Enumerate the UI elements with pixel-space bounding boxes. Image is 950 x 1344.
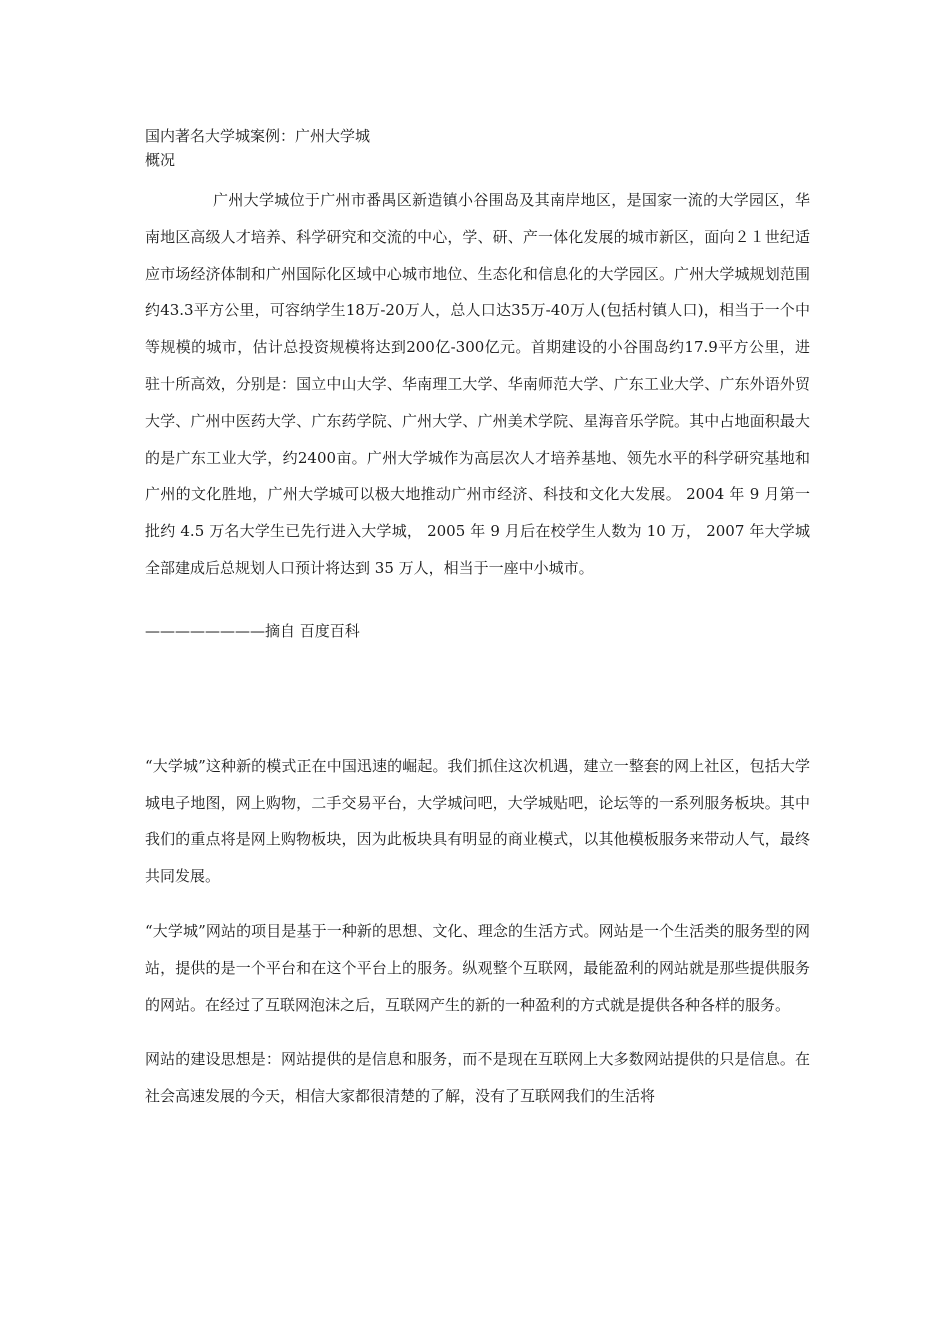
document-title: 国内著名大学城案例：广州大学城 — [145, 127, 371, 145]
overview-paragraph: 广州大学城位于广州市番禺区新造镇小谷围岛及其南岸地区，是国家一流的大学园区，华南地区高级人才培养、科学研究和交流的中心，学、研、产一体化发展的城市新区，面向２１世纪适应市场经济体制和广州国际化区域中心城市地位、生态化和信息化的大学园区。广州大学城规划范围约43.3平方公里，可容纳学生18万-20万人，总人口达35万-40万人(包括村镇人口)，相当于一个中等规模的城市，估计总投资规模将达到200亿-300亿元。首期建设的小谷围岛约17.9平方公里，进驻十所高效，分别是：国立中山大学、华南理工大学、华南师范大学、广东工业大学、广东外语外贸大学、广州中医药大学、广东药学院、广州大学、广州美术学院、星海音乐学院。其中占地面积最大的是广东工业大学，约2400亩。广州大学城作为高层次人才培养基地、领先水平的科学研究基地和广州的文化胜地，广州大学城可以极大地推动广州市经济、科技和文化大发展。 2004 年 9 月第一批约 4.5 万名大学生已先行进入大学城， 2005 年 9 月后在校学生人数为 10 万， 2007 年大学城全部建成后总规划人口预计将达到 35 万人，相当于一座中小城市。 — [145, 191, 810, 577]
spacer — [145, 895, 810, 913]
body-paragraph-1: “大学城”这种新的模式正在中国迅速的崛起。我们抓住这次机遇，建立一整套的网上社区，包括大学城电子地图，网上购物，二手交易平台，大学城问吧，大学城贴吧，论坛等的一系列服务板块。其中我们的重点将是网上购物板块，因为此板块具有明显的商业模式，以其他模板服务来带动人气，最终共同发展。 — [145, 756, 810, 886]
body-paragraph-2: “大学城”网站的项目是基于一种新的思想、文化、理念的生活方式。网站是一个生活类的服务型的网站，提供的是一个平台和在这个平台上的服务。纵观整个互联网，最能盈利的网站就是那些提供服务的网站。在经过了互联网泡沫之后，互联网产生的新的一种盈利的方式就是提供各种各样的服务。 — [145, 921, 810, 1014]
source-note: ————————摘自 百度百科 — [145, 621, 360, 640]
body-paragraph-3: 网站的建设思想是：网站提供的是信息和服务，而不是现在互联网上大多数网站提供的只是信息。在社会高速发展的今天，相信大家都很清楚的了解，没有了互联网我们的生活将 — [145, 1050, 810, 1106]
section-heading: 概况 — [145, 151, 176, 169]
spacer — [145, 1023, 810, 1041]
spacer — [145, 656, 810, 748]
document-page — [145, 126, 810, 1115]
